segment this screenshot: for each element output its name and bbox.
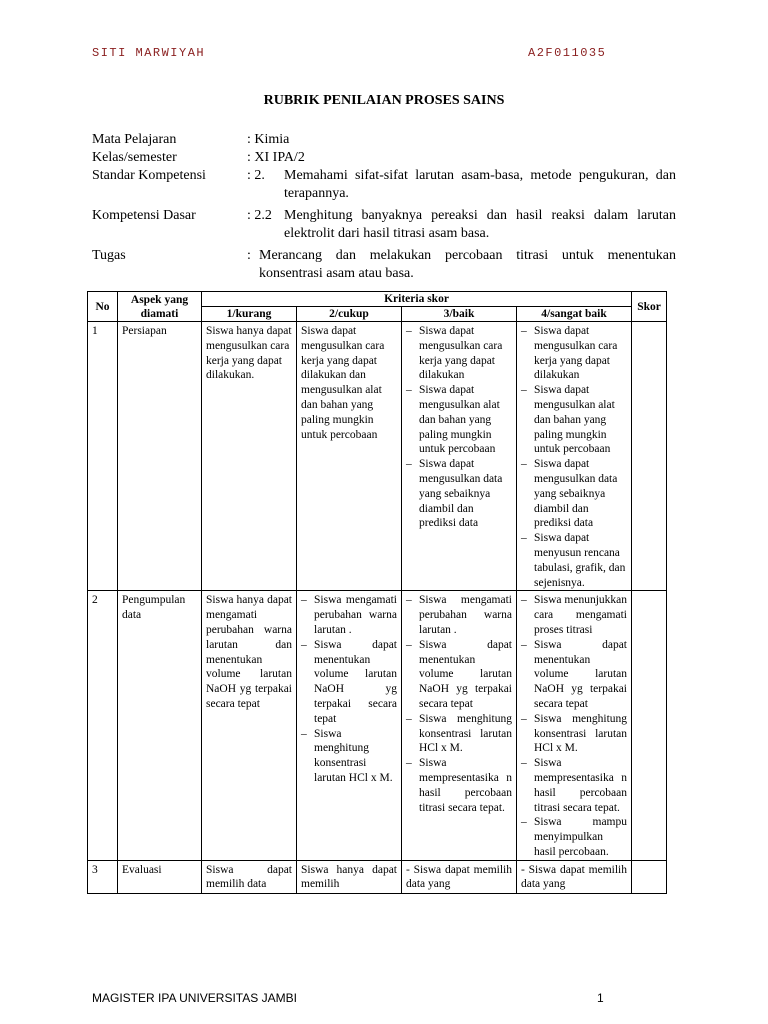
cell-aspek: Persiapan [118, 322, 202, 591]
table-row [88, 322, 667, 591]
cell-skor [632, 860, 667, 893]
cell-text: Evaluasi [122, 863, 162, 876]
meta-row-mapel [92, 131, 676, 149]
list-item: – Siswa dapat menentukan volume larutan NaOH yg terpakai secara tepat [301, 638, 397, 727]
col-header-cukup: 2/cukup [297, 307, 402, 322]
document-meta [92, 131, 676, 283]
col-header-skor: Skor [632, 292, 667, 322]
meta-colon: : [247, 248, 251, 263]
footer-institution: MAGISTER IPA UNIVERSITAS JAMBI [92, 991, 297, 1005]
table-row [88, 591, 667, 860]
col-header-no: No [88, 292, 118, 322]
cell-cukup [297, 591, 402, 860]
list-item: – Siswa dapat menyusun rencana tabulasi, grafik, dan sejenisnya. [521, 531, 627, 590]
footer-page-number: 1 [597, 991, 604, 1005]
meta-row-kd [92, 207, 676, 243]
cell-baik [402, 591, 517, 860]
list-item: – Siswa dapat mengusulkan alat dan bahan yang paling mungkin untuk percobaan [406, 383, 512, 457]
table-row [88, 860, 667, 893]
meta-value: Merancang dan melakukan percobaan titrasi untuk menentukan konsentrasi asam atau basa. [259, 248, 676, 281]
list-item: – Siswa mengamati perubahan warna larutan . [301, 593, 397, 637]
meta-row-kelas [92, 149, 676, 167]
meta-row-sk [92, 167, 676, 203]
cell-no [88, 860, 118, 893]
cell-text: 3 [92, 863, 98, 876]
cell-baik [402, 322, 517, 591]
list-item: – Siswa dapat mengusulkan cara kerja yang dapat dilakukan [406, 324, 512, 383]
meta-row-tugas [92, 247, 676, 283]
list-item: – Siswa mampu menyimpulkan hasil percobaan. [521, 815, 627, 859]
list-item: – Siswa dapat mengusulkan alat dan bahan yang paling mungkin untuk percobaan [521, 383, 627, 457]
cell-sangat-baik [517, 860, 632, 893]
meta-label: Tugas [92, 248, 126, 263]
meta-value: Menghitung banyaknya pereaksi dan hasil reaksi dalam larutan elektrolit dari hasil titrasi asam basa. [284, 208, 676, 241]
col-header-aspek: Aspek yang diamati [118, 292, 202, 322]
cell-text: Siswa dapat memilih data [206, 863, 292, 891]
cell-cukup: Siswa dapat mengusulkan cara kerja yang dapat dilakukan dan mengusulkan alat dan bahan yang paling mungkin untuk percobaan [297, 322, 402, 591]
col-header-kurang: 1/kurang [202, 307, 297, 322]
cell-skor [632, 322, 667, 591]
meta-label: Kompetensi Dasar [92, 208, 196, 223]
cell-kurang [202, 860, 297, 893]
list-item: – Siswa mengamati perubahan warna larutan . [406, 593, 512, 637]
list-item: – Siswa dapat menentukan volume larutan NaOH yg terpakai secara tepat [521, 638, 627, 712]
list-item: – Siswa menghitung konsentrasi larutan HCl x M. [301, 727, 397, 786]
cell-aspek [118, 860, 202, 893]
cell-text: - Siswa dapat memilih data yang [521, 863, 627, 893]
cell-skor [632, 591, 667, 860]
cell-kurang: Siswa hanya dapat mengusulkan cara kerja yang dapat dilakukan. [202, 322, 297, 591]
page-title: RUBRIK PENILAIAN PROSES SAINS [263, 93, 505, 108]
cell-text: - Siswa dapat memilih data yang [406, 863, 512, 893]
list-item: – Siswa dapat mengusulkan data yang sebaiknya diambil dan prediksi data [406, 457, 512, 531]
meta-value: : XI IPA/2 [247, 150, 305, 165]
cell-baik [402, 860, 517, 893]
meta-number: : 2.2 [247, 208, 272, 223]
col-header-baik: 3/baik [402, 307, 517, 322]
meta-value: : Kimia [247, 132, 290, 147]
list-item: – Siswa menghitung konsentrasi larutan HCl x M. [521, 712, 627, 756]
meta-value: Memahami sifat-sifat larutan asam-basa, metode pengukuran, dan terapannya. [284, 168, 676, 201]
list-item: – Siswa dapat menentukan volume larutan NaOH yg terpakai secara tepat [406, 638, 512, 712]
header-author: SITI MARWIYAH [92, 46, 206, 60]
meta-label: Mata Pelajaran [92, 132, 177, 147]
cell-sangat-baik [517, 322, 632, 591]
cell-no: 2 [88, 591, 118, 860]
cell-cukup [297, 860, 402, 893]
cell-sangat-baik [517, 591, 632, 860]
header-row [88, 292, 667, 307]
list-item: – Siswa mempresentasika n hasil percobaan titrasi secara tepat. [521, 756, 627, 815]
meta-label: Kelas/semester [92, 150, 177, 165]
meta-number: : 2. [247, 168, 265, 183]
list-item: – Siswa dapat mengusulkan data yang sebaiknya diambil dan prediksi data [521, 457, 627, 531]
cell-no: 1 [88, 322, 118, 591]
list-item: – Siswa menunjukkan cara mengamati proses titrasi [521, 593, 627, 637]
list-item: – Siswa dapat mengusulkan cara kerja yang dapat dilakukan [521, 324, 627, 383]
col-header-kriteria: Kriteria skor [202, 292, 632, 307]
list-item: – Siswa mempresentasika n hasil percobaan titrasi secara tepat. [406, 756, 512, 815]
cell-aspek: Pengumpulan data [118, 591, 202, 860]
col-header-sangat-baik: 4/sangat baik [517, 307, 632, 322]
cell-kurang: Siswa hanya dapat mengamati perubahan warna larutan dan menentukan volume larutan NaOH yg terpakai secara tepat [202, 591, 297, 860]
header-student-id: A2F011035 [528, 46, 607, 60]
list-item: – Siswa menghitung konsentrasi larutan HCl x M. [406, 712, 512, 756]
rubric-table [87, 291, 667, 894]
meta-label: Standar Kompetensi [92, 168, 206, 183]
cell-text: Siswa hanya dapat memilih [301, 863, 397, 891]
